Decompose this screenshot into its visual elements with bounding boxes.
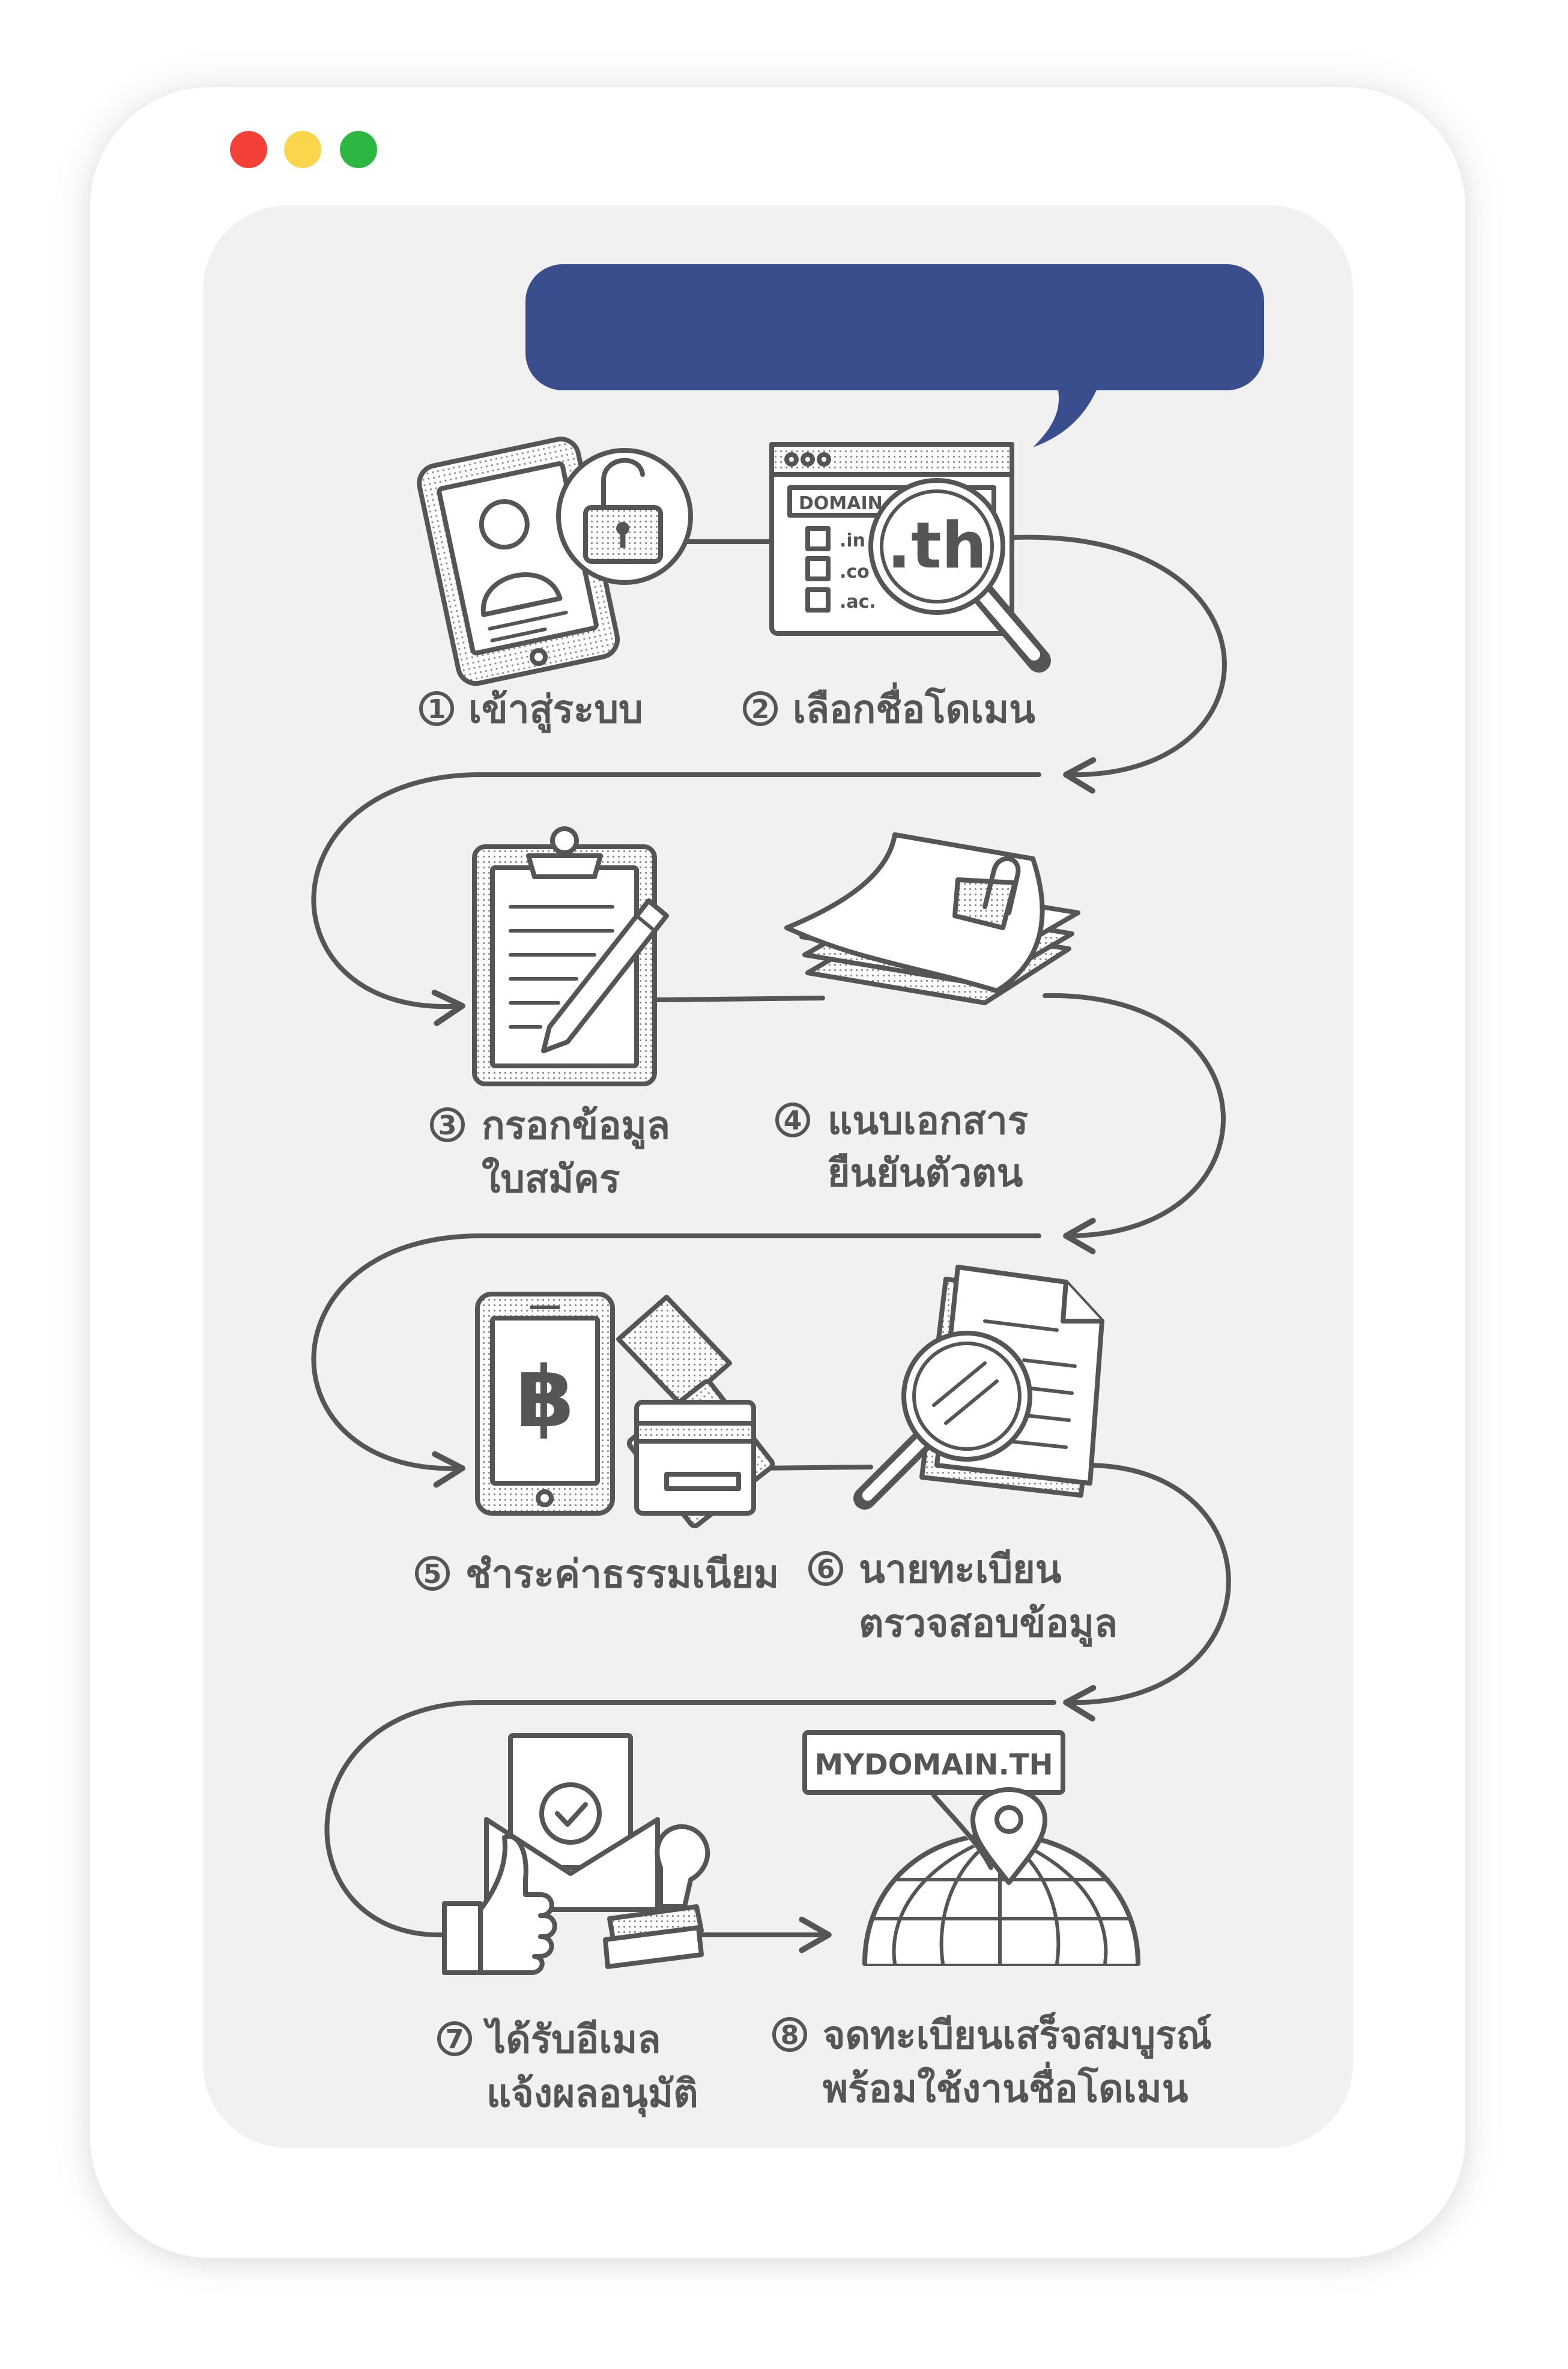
step-title-line-2: ยืนยันตัวตน <box>828 1151 1023 1196</box>
step-title-line-2: ใบสมัคร <box>482 1157 620 1202</box>
domain-sign-text: MYDOMAIN.TH <box>814 1748 1053 1782</box>
connector-6-turn <box>1066 1465 1229 1702</box>
step-number: 4 <box>783 1106 802 1136</box>
step-title-line-1: ได้รับอีเมล <box>486 2018 661 2062</box>
email-approval-stamp-icon <box>444 1735 707 1973</box>
step-title-line-1: แนบเอกสาร <box>828 1099 1029 1143</box>
clipboard-pen-icon <box>474 829 667 1084</box>
step-number: 7 <box>445 2024 464 2055</box>
tld-magnified-text: .th <box>886 509 987 582</box>
step-title-line-1: เลือกชื่อโดเมน <box>793 688 1035 732</box>
tld-option-1: .in <box>840 530 866 551</box>
step-label-4 <box>777 1099 1028 1196</box>
document-magnifier-icon <box>865 1267 1102 1498</box>
step-label-6 <box>810 1548 1118 1647</box>
browser-domain-search-icon <box>772 444 1039 661</box>
step-label-1 <box>421 688 643 733</box>
globe-domain-pin-icon <box>805 1732 1138 1964</box>
step-title-line-1: ชำระค่าธรรมเนียม <box>465 1552 779 1597</box>
paper-stack-clip-icon <box>787 835 1078 1003</box>
phone-user-unlock-icon <box>416 436 691 687</box>
step-title-line-1: จดทะเบียนเสร็จสมบูรณ์ <box>823 2013 1212 2058</box>
step-number: 3 <box>438 1110 457 1141</box>
baht-symbol: ฿ <box>516 1349 575 1447</box>
step-label-7 <box>439 2017 698 2117</box>
step-number: 8 <box>780 2020 799 2051</box>
flow-connectors <box>313 537 1228 1935</box>
step-title-line-1: เข้าสู่ระบบ <box>468 688 643 732</box>
tld-option-3: .ac. <box>840 591 876 613</box>
step-title-line-2: แจ้งผลอนุมัติ <box>486 2072 698 2116</box>
connector-4-turn <box>1045 996 1223 1236</box>
tld-option-2: .co <box>840 561 870 582</box>
step-label-5 <box>417 1552 779 1597</box>
speech-banner <box>525 264 1264 447</box>
step-number: 6 <box>816 1554 835 1585</box>
step-title-line-1: กรอกข้อมูล <box>482 1104 670 1148</box>
step-label-3 <box>432 1104 670 1202</box>
step-title-line-1: นายทะเบียน <box>859 1548 1062 1592</box>
step-label-2 <box>745 682 1035 732</box>
step-number: 5 <box>423 1559 442 1590</box>
step-title-line-2: ตรวจสอบข้อมูล <box>859 1602 1118 1646</box>
domain-field-text: DOMAIN <box>799 493 883 514</box>
step-label-8 <box>774 2012 1212 2111</box>
step-title-line-2: พร้อมใช้งานชื่อโดเมน <box>823 2067 1188 2111</box>
step-number: 1 <box>427 694 446 725</box>
step-number: 2 <box>751 694 770 725</box>
connector-3-4 <box>658 998 823 1000</box>
payment-baht-icon <box>477 1294 774 1528</box>
